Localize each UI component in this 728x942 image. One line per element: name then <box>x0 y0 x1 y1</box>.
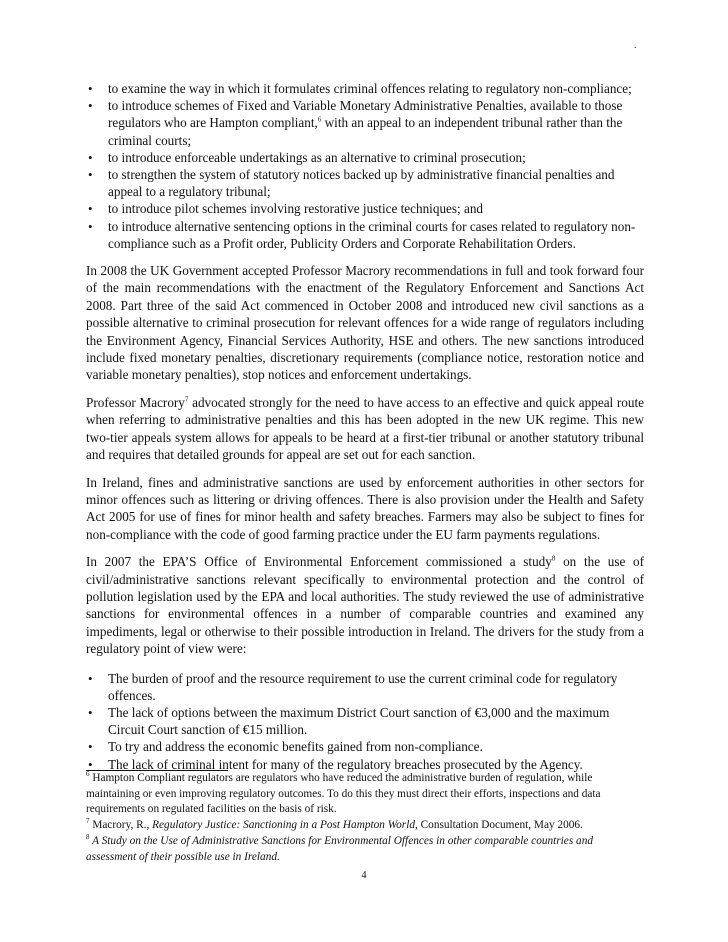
list-item: • to introduce enforceable undertakings as an alternative to criminal prosecution; <box>88 149 526 165</box>
footnote-6: $^6$ Hampton Compliant regulators are regulators who have reduced the administrative burden of regulation, while maintaining or even improving regulatory outcomes. To do this they must direct their efforts, inspections and data requirements on regulated facilities on the basis of risk. <box>86 770 601 816</box>
bullet-icon: • <box>88 739 93 755</box>
bullet-icon: • <box>88 201 93 217</box>
list-item: • to introduce alternative sentencing options in the criminal courts for cases related to regulatory non-compliance such as a Profit order, Publicity Orders and Corporate Rehabilitation Orders. <box>88 218 636 251</box>
bullet-icon: • <box>88 98 93 114</box>
bullet-icon: • <box>88 756 93 772</box>
paragraph-uk-government: In 2008 the UK Government accepted Professor Macrory recommendations in full and took forward four of the main recommendations with the enactment of the Regulatory Enforcement and Sanctions Act 2008. Part three of the said Act commenced in October 2008 and introduced new civil sanctions as a possible alternative to criminal prosecution for relevant offences for a wide range of regulators including the Environment Agency, Financial Services Authority, HSE and others. The new sanctions introduced include fixed monetary penalties, discretionary requirements (compliance notice, restoration notice and variable monetary penalties), stop notices and enforcement undertakings. <box>86 263 644 383</box>
list-item: • The lack of options between the maximum District Court sanction of €3,000 and the maximum Circuit Court sanction of €15 million. <box>88 704 610 738</box>
list-item: • To try and address the economic benefits gained from non-compliance. <box>88 739 483 755</box>
footnotes <box>86 771 644 865</box>
bullet-icon: • <box>88 81 93 96</box>
footnote-ref: 8 <box>551 554 556 563</box>
list-item: • to examine the way in which it formulates criminal offences relating to regulatory non-compliance; <box>88 81 632 96</box>
bullet-icon: • <box>88 149 93 165</box>
list-item: • to strengthen the system of statutory notices backed up by administrative financial penalties and appeal to a regulatory tribunal; <box>88 167 615 200</box>
study-drivers-list <box>86 670 644 773</box>
list-item: • to introduce pilot schemes involving restorative justice techniques; and <box>88 201 484 217</box>
footnote-ref: 6 <box>317 116 322 125</box>
list-item: • to introduce schemes of Fixed and Variable Monetary Administrative Penalties, available to those regulators who are Hampton compliant,$^6$ with an appeal to an independent tribunal rather than the criminal courts; <box>88 98 623 148</box>
page-body <box>86 80 644 773</box>
footnote-8: $^8$ A Study on the Use of Administrative Sanctions for Environmental Offences in other comparable countries and assessment of their possible use in Ireland. <box>86 833 593 863</box>
bullet-icon: • <box>88 218 93 234</box>
corner-mark: . <box>634 40 637 51</box>
recommendations-list <box>86 80 644 252</box>
paragraph-ireland-fines: In Ireland, fines and administrative sanctions are used by enforcement authorities in other sectors for minor offences such as littering or driving offences. There is also provision under the Health and Safety Act 2005 for use of fines for minor health and safety breaches. Farmers may also be subject to fines for non-compliance with the code of good farming practice under the EU farm payments regulations. <box>86 474 644 542</box>
cited-title: Regulatory Justice: Sanctioning in a Post Hampton World <box>152 819 415 832</box>
paragraph-epa-study: In 2007 the EPA’S Office of Environmental Enforcement commissioned a study$^8$ on the use of civil/administrative sanctions relevant specifically to environmental protection and the control of pollution legislation used by the EPA and local authorities. The study reviewed the use of administrative sanctions for environmental offences in a number of comparable countries and examined any impediments, legal or otherwise to their possible introduction in Ireland. The drivers for the study from a regulatory point of view were: <box>86 554 645 657</box>
footnote-number: 8 <box>86 833 90 842</box>
page-number: 4 <box>361 870 367 881</box>
footnote-7: $^7$ Macrory, R., Regulatory Justice: Sanctioning in a Post Hampton World, Consultation Document, May 2006. <box>86 817 583 832</box>
footnote-number: 6 <box>86 770 90 779</box>
bullet-icon: • <box>88 704 93 720</box>
footnote-ref: 7 <box>184 395 189 404</box>
list-item: • The lack of criminal intent for many of the regulatory breaches prosecuted by the Agency. <box>88 756 583 772</box>
bullet-icon: • <box>88 167 93 183</box>
paragraph-macrory-appeals: Professor Macrory$^7$ advocated strongly for the need to have access to an effective and quick appeal route when referring to administrative penalties and this has been adopted in the new UK regime. This new two-tier appeals system allows for appeals to be heard at a first-tier tribunal or another statutory tribunal and requires that detailed grounds for appeal are set out for each sanction. <box>86 394 644 463</box>
footnote-number: 7 <box>86 817 90 826</box>
bullet-icon: • <box>88 670 93 686</box>
list-item: • The burden of proof and the resource requirement to use the current criminal code for regulatory offences. <box>88 670 618 703</box>
